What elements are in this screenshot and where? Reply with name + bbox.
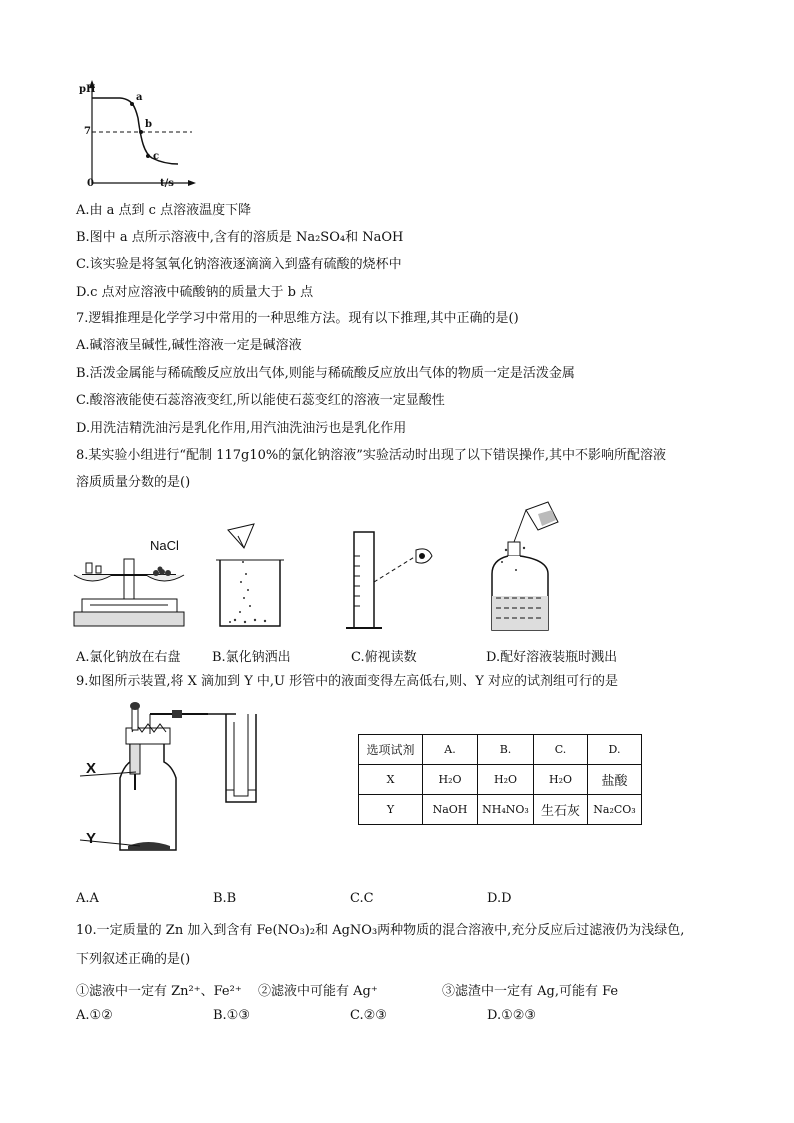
q10-option-c: C.②③: [350, 1008, 387, 1023]
q10-option-d: D.①②③: [487, 1008, 537, 1023]
q10-stem-line2: 下列叙述正确的是(): [76, 952, 191, 967]
table-cell: X: [359, 765, 423, 795]
table-row: [359, 795, 642, 825]
q10-statement-1: ①滤液中一定有 Zn²⁺、Fe²⁺: [76, 984, 242, 999]
point-b-label: b: [145, 119, 152, 130]
q10-option-b: B.①③: [213, 1008, 250, 1023]
q7-option-b: B.活泼金属能与稀硫酸反应放出气体,则能与稀硫酸反应放出气体的物质一定是活泼金属: [76, 366, 575, 381]
time-axis-label: t/s: [160, 178, 174, 189]
bottle-splash-illustration: [486, 500, 576, 635]
q8-stem-line1: 8.某实验小组进行“配制 117g10%的氯化钠溶液”实验活动时出现了以下错误操作,其中不影响所配溶液: [76, 448, 666, 463]
table-cell: B.: [478, 735, 534, 765]
table-cell: D.: [588, 735, 642, 765]
q9-option-c: C.C: [350, 891, 374, 906]
reagent-table: [358, 734, 642, 825]
q6-option-b: B.图中 a 点所示溶液中,含有的溶质是 Na₂SO₄和 NaOH: [76, 230, 404, 245]
u-tube-apparatus: [80, 700, 280, 860]
table-cell: C.: [534, 735, 588, 765]
y-label: Y: [86, 830, 97, 847]
table-cell: A.: [423, 735, 478, 765]
q7-option-a: A.碱溶液呈碱性,碱性溶液一定是碱溶液: [76, 338, 302, 353]
q10-statement-3: ③滤渣中一定有 Ag,可能有 Fe: [442, 984, 619, 999]
cylinder-reading-illustration: [340, 526, 440, 636]
beaker-spill-illustration: [210, 522, 290, 632]
q9-option-a: A.A: [76, 891, 99, 906]
ph-axis-label: pH: [79, 84, 96, 95]
table-row: [359, 765, 642, 795]
origin-label: 0: [87, 178, 94, 189]
q6-option-a: A.由 a 点到 c 点溶液温度下降: [76, 203, 252, 218]
table-cell: 选项试剂: [359, 735, 423, 765]
table-cell: NH₄NO₃: [478, 795, 534, 825]
q6-option-c: C.该实验是将氢氧化钠溶液逐滴滴入到盛有硫酸的烧杯中: [76, 257, 402, 272]
table-cell: 盐酸: [588, 765, 642, 795]
q6-option-d: D.c 点对应溶液中硫酸钠的质量大于 b 点: [76, 285, 314, 300]
q7-option-d: D.用洗洁精洗油污是乳化作用,用汽油洗油污也是乳化作用: [76, 421, 407, 436]
table-cell: NaOH: [423, 795, 478, 825]
table-cell: H₂O: [534, 765, 588, 795]
q10-option-a: A.①②: [76, 1008, 113, 1023]
q8-caption-d: D.配好溶液装瓶时溅出: [486, 650, 618, 665]
point-c-label: c: [153, 151, 160, 162]
q9-option-d: D.D: [487, 891, 512, 906]
q8-stem-line2: 溶质质量分数的是(): [76, 475, 191, 490]
q7-stem: 7.逻辑推理是化学学习中常用的一种思维方法。现有以下推理,其中正确的是(): [76, 311, 519, 326]
q9-option-b: B.B: [213, 891, 237, 906]
q8-caption-a: A.氯化钠放在右盘: [76, 650, 181, 665]
q10-statement-2: ②滤液中可能有 Ag⁺: [258, 984, 378, 999]
table-cell: Y: [359, 795, 423, 825]
point-a-label: a: [136, 92, 143, 103]
q7-option-c: C.酸溶液能使石蕊溶液变红,所以能使石蕊变红的溶液一定显酸性: [76, 393, 445, 408]
q8-caption-c: C.俯视读数: [351, 650, 417, 665]
x-label: X: [86, 760, 97, 777]
ph-7-label: 7: [84, 126, 91, 137]
table-cell: Na₂CO₃: [588, 795, 642, 825]
table-cell: H₂O: [478, 765, 534, 795]
nacl-label: NaCl: [150, 538, 179, 553]
q8-caption-b: B.氯化钠洒出: [212, 650, 291, 665]
table-cell: H₂O: [423, 765, 478, 795]
q9-stem: 9.如图所示装置,将 X 滴加到 Y 中,U 形管中的液面变得左高低右,则、Y 对应的试剂组可行的是: [76, 674, 618, 689]
table-cell: 生石灰: [534, 795, 588, 825]
q10-stem-line1: 10.一定质量的 Zn 加入到含有 Fe(NO₃)₂和 AgNO₃两种物质的混合溶液中,充分反应后过滤液仍为浅绿色,: [76, 923, 685, 938]
table-header-row: [359, 735, 642, 765]
